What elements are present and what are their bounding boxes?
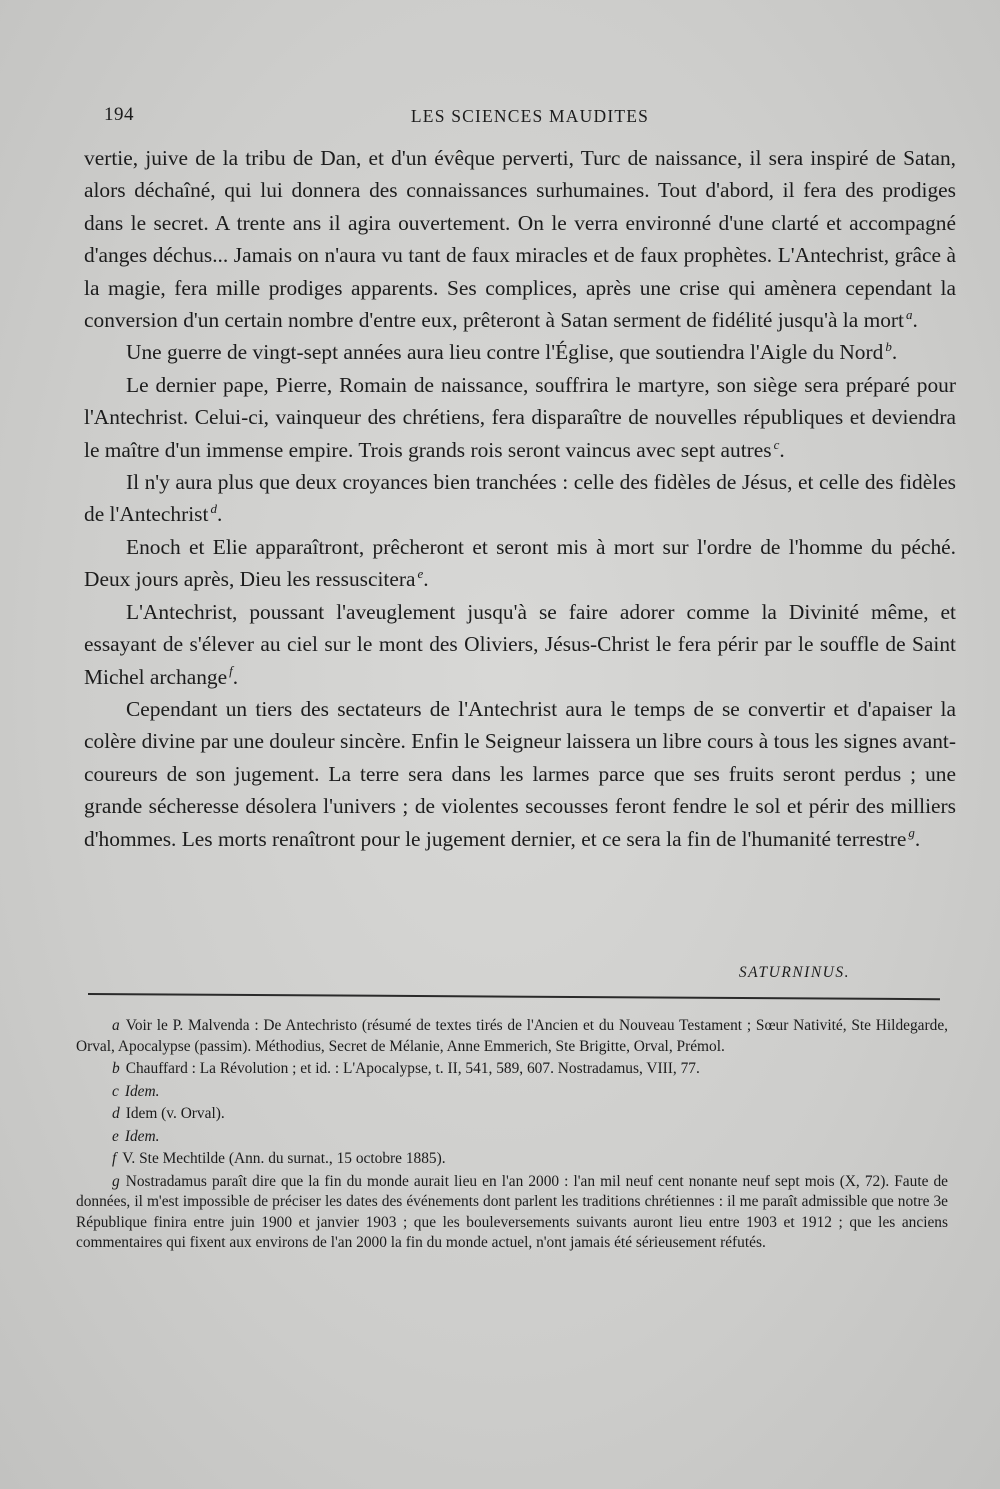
footnote-mark: e	[112, 1127, 119, 1145]
footnote-text: V. Ste Mechtilde (Ann. du surnat., 15 octobre 1885).	[122, 1150, 446, 1167]
author-signature: SATURNINUS.	[738, 964, 850, 981]
paragraph-text: vertie, juive de la tribu de Dan, et d'un évêque perverti, Turc de naissance, il sera inspiré de Satan, alors déchaîné, qui lui donnera des connaissances surhumaines. Tout d'abord, il fera des prodiges dans le secret. A trente ans il agira ouvertement. On le verra environné d'une clarté et accompagné d'anges déchus... Jamais on n'aura vu tant de faux miracles et de faux prophètes. L'Antechrist, grâce à la magie, fera mille prodiges apparents. Ses complices, après une crise qui amènera cependant la conversion d'un certain nombre d'entre eux, prêteront à Satan serment de fidélité jusqu'à la mort	[84, 146, 956, 333]
footnote-ref: b	[885, 339, 892, 355]
footnote-text: Idem (v. Orval).	[125, 1105, 225, 1122]
paragraph-text: Enoch et Elie apparaîtront, prêcheront et seront mis à mort sur l'ordre de l'homme du péché. Deux jours après, Dieu les ressuscitera	[84, 534, 956, 592]
footnote	[76, 1172, 948, 1254]
footnote-text: Voir le P. Malvenda : De Antechristo (résumé de textes tirés de l'Ancien et du Nouveau Testament ; Sœur Nativité, Ste Hildegarde, Orval, Apocalypse (passim). Méthodius, Secret de Mélanie, Anne Emmerich, Ste Brigitte, Orval, Prémol.	[76, 1017, 948, 1055]
paragraph: Cependant un tiers des sectateurs de l'Antechrist aura le temps de se convertir et d'apaiser la colère divine par une douleur sincère. Enfin le Seigneur laissera un libre cours à tous les signes avant-coureurs de son jugement. La terre sera dans les larmes parce que ses fruits seront perdus ; une grande sécheresse désolera l'univers ; de violentes secousses feront fendre le sol et périr des milliers d'hommes. Les morts renaîtront pour le jugement dernier, et ce sera la fin de l'humanité terrestre $^g$.	[84, 696, 956, 851]
paragraph: vertie, juive de la tribu de Dan, et d'un évêque perverti, Turc de naissance, il sera inspiré de Satan, alors déchaîné, qui lui donnera des connaissances surhumaines. Tout d'abord, il fera des prodiges dans le secret. A trente ans il agira ouvertement. On le verra environné d'une clarté et accompagné d'anges déchus... Jamais on n'aura vu tant de faux miracles et de faux prophètes. L'Antechrist, grâce à la magie, fera mille prodiges apparents. Ses complices, après une crise qui amènera cependant la conversion d'un certain nombre d'entre eux, prêteront à Satan serment de fidélité jusqu'à la mort $^a$.	[84, 146, 956, 333]
footnote-divider	[88, 993, 940, 1000]
main-text	[84, 142, 956, 855]
paragraph: Il n'y aura plus que deux croyances bien tranchées : celle des fidèles de Jésus, et celle des fidèles de l'Antechrist $^d$.	[84, 470, 956, 527]
running-title: LES SCIENCES MAUDITES	[410, 106, 650, 126]
footnote-mark: a	[112, 1017, 120, 1034]
footnote-ref: a	[905, 306, 913, 322]
footnote-mark: c	[112, 1082, 119, 1100]
footnote	[76, 1082, 948, 1103]
page-number: 194	[104, 104, 134, 125]
paragraph: Le dernier pape, Pierre, Romain de naissance, souffrira le martyre, son siège sera préparé pour l'Antechrist. Celui-ci, vainqueur des chrétiens, fera disparaître de nouvelles républiques et deviendra le maître d'un immense empire. Trois grands rois seront vaincus avec sept autres $^c$.	[84, 372, 956, 462]
paragraph: Une guerre de vingt-sept années aura lieu contre l'Église, que soutiendra l'Aigle du Nord $^b$.	[126, 339, 898, 365]
paragraph-text: Cependant un tiers des sectateurs de l'Antechrist aura le temps de se convertir et d'apaiser la colère divine par une douleur sincère. Enfin le Seigneur laissera un libre cours à tous les signes avant-coureurs de son jugement. La terre sera dans les larmes parce que ses fruits seront perdus ; une grande sécheresse désolera l'univers ; de violentes secousses feront fendre le sol et périr des milliers d'hommes. Les morts renaîtront pour le jugement dernier, et ce sera la fin de l'humanité terrestre	[84, 696, 956, 851]
footnote-text: Chauffard : La Révolution ; et id. : L'Apocalypse, t. II, 541, 589, 607. Nostradamus, VIII, 77.	[125, 1060, 700, 1077]
footnote-mark: f	[112, 1150, 117, 1167]
paragraph: L'Antechrist, poussant l'aveuglement jusqu'à se faire adorer comme la Divinité même, et essayant de s'élever au ciel sur le mont des Oliviers, Jésus-Christ le fera périr par le souffle de Saint Michel archange $^f$.	[84, 599, 956, 689]
footnote-text: Nostradamus paraît dire que la fin du monde aurait lieu en l'an 2000 : l'an mil neuf cent nonante neuf sept mois (X, 72). Faute de données, il m'est impossible de préciser les dates des événements dont parlent les traditions chrétiennes : il me paraît admissible que notre 3e République finira entre juin 1900 et janvier 1903 ; que les bouleversements suivants auront lieu entre 1903 et 1912 ; que les anciens commentaires qui fixent aux environs de l'an 2000 la fin du monde actuel, n'ont jamais été sérieusement réfutés.	[76, 1172, 948, 1251]
footnote-mark: d	[112, 1105, 120, 1122]
footnote	[76, 1059, 948, 1080]
footnote-ref: d	[210, 501, 217, 517]
footnote-mark: b	[112, 1060, 120, 1077]
paragraph-text: Une guerre de vingt-sept années aura lieu contre l'Église, que soutiendra l'Aigle du Nord	[126, 340, 884, 365]
footnote-ref: c	[773, 436, 780, 452]
footnote	[76, 1016, 948, 1057]
footnote-text: Idem.	[124, 1127, 160, 1145]
footnote-ref: g	[908, 825, 915, 841]
footnote-ref: e	[417, 566, 424, 582]
page-header	[100, 104, 960, 134]
paragraph: Enoch et Elie apparaîtront, prêcheront et seront mis à mort sur l'ordre de l'homme du péché. Deux jours après, Dieu les ressuscitera $^e$.	[84, 534, 956, 592]
paragraph-text: Le dernier pape, Pierre, Romain de naissance, souffrira le martyre, son siège sera préparé pour l'Antechrist. Celui-ci, vainqueur des chrétiens, fera disparaître de nouvelles républiques et deviendra le maître d'un immense empire. Trois grands rois seront vaincus avec sept autres	[84, 372, 956, 462]
footnote	[76, 1149, 948, 1170]
footnote	[76, 1127, 948, 1148]
paragraph-text: L'Antechrist, poussant l'aveuglement jusqu'à se faire adorer comme la Divinité même, et essayant de s'élever au ciel sur le mont des Oliviers, Jésus-Christ le fera périr par le souffle de Saint Michel archange	[84, 599, 956, 689]
footnote-text: Idem.	[124, 1082, 160, 1100]
footnotes	[76, 1016, 948, 1256]
footnote-mark: g	[112, 1172, 120, 1190]
footnote	[76, 1104, 948, 1125]
paragraph-text: Il n'y aura plus que deux croyances bien tranchées : celle des fidèles de Jésus, et celle des fidèles de l'Antechrist	[84, 470, 956, 527]
footnote-ref: f	[229, 663, 233, 679]
